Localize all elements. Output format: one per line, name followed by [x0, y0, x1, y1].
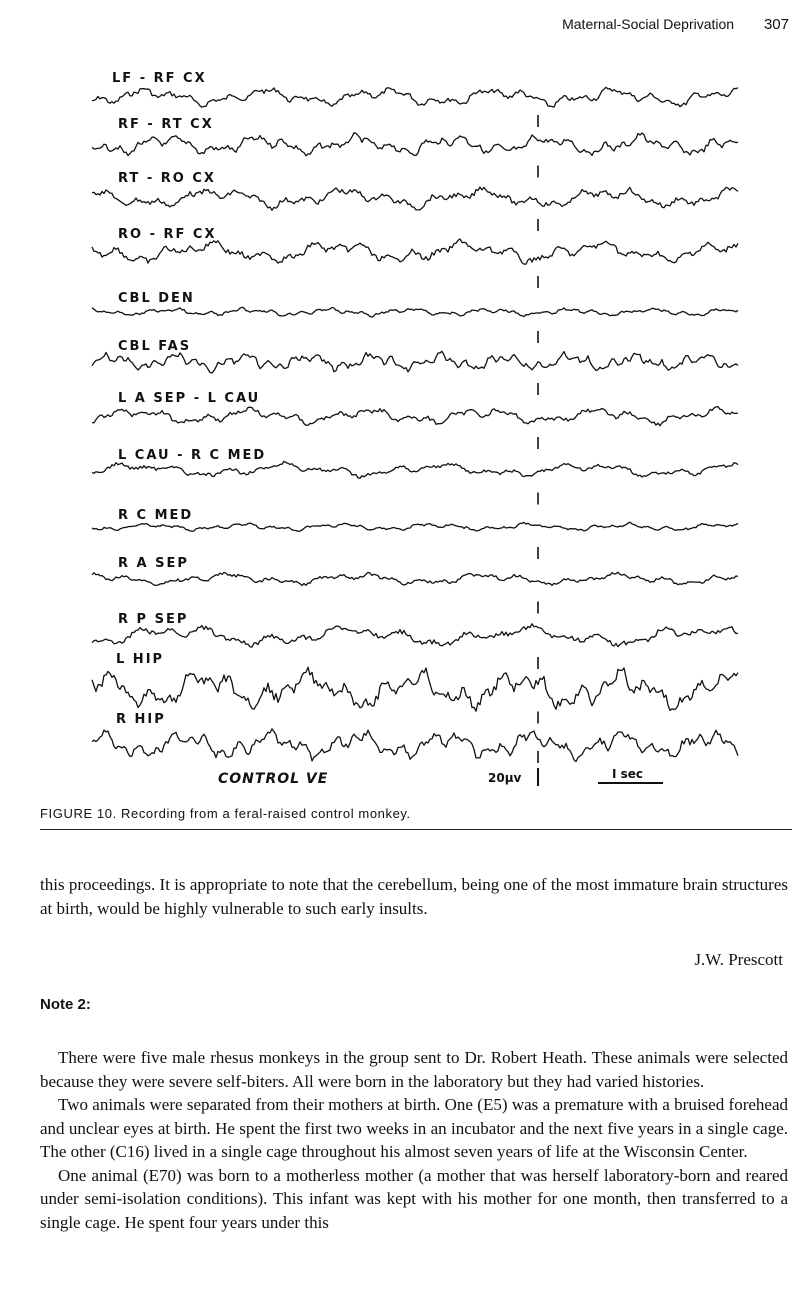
eeg-trace	[92, 351, 738, 373]
channel-label: R P SEP	[118, 612, 189, 627]
channel-label: L A SEP - L CAU	[118, 391, 261, 406]
channel-label: R A SEP	[118, 556, 189, 571]
eeg-trace	[92, 407, 738, 426]
running-title: Maternal-Social Deprivation	[562, 16, 735, 32]
eeg-trace	[92, 522, 738, 531]
channel-label: RO - RF CX	[118, 227, 217, 242]
eeg-trace	[92, 572, 738, 585]
channel-label: CBL DEN	[118, 291, 195, 306]
eeg-trace	[92, 729, 738, 762]
channel-label: R HIP	[116, 712, 166, 727]
eeg-trace	[92, 307, 738, 317]
paragraph: There were five male rhesus monkeys in the group sent to Dr. Robert Heath. These animals were selected because they were severe self-biters. All were born in the laboratory but they had varied histories.	[40, 1048, 788, 1091]
channel-label: L HIP	[116, 652, 165, 667]
paragraph: Two animals were separated from their mothers at birth. One (E5) was a premature with a bruised forehead and unclear eyes at birth. He spent the first two weeks in an incubator and the next five years in a single cage. The other (C16) lived in a single cage throughout his almost seven years of life at the Wisconsin Center.	[40, 1095, 788, 1161]
channel-label: CBL FAS	[118, 339, 192, 354]
signature: J.W. Prescott	[694, 950, 783, 969]
eeg-trace	[92, 239, 738, 264]
eeg-trace	[92, 87, 738, 107]
eeg-trace	[92, 133, 738, 156]
time-scale-label: I sec	[612, 767, 644, 781]
note-paragraphs	[40, 1046, 788, 1234]
note-heading: Note 2:	[40, 996, 91, 1013]
channel-label: RF - RT CX	[118, 117, 214, 132]
channel-label: RT - RO CX	[118, 171, 216, 186]
eeg-trace	[92, 187, 738, 210]
eeg-trace	[92, 667, 738, 711]
paragraph: this proceedings. It is appropriate to note that the cerebellum, being one of the most immature brain structures at birth, would be highly vulnerable to such early insults.	[40, 875, 788, 918]
channel-label: LF - RF CX	[112, 71, 207, 86]
eeg-traces	[92, 87, 738, 761]
eeg-trace	[92, 624, 738, 647]
continuation-paragraph	[40, 873, 788, 920]
eeg-trace	[92, 461, 738, 478]
channel-label: L CAU - R C MED	[118, 448, 267, 463]
figure-caption: FIGURE 10. Recording from a feral-raised control monkey.	[40, 806, 411, 821]
channel-labels	[112, 71, 266, 727]
condition-label: CONTROL VE	[218, 771, 329, 787]
caption-rule	[40, 829, 792, 830]
channel-label: R C MED	[118, 508, 194, 523]
amplitude-scale-label: 20μv	[488, 771, 522, 785]
page-number: 307	[763, 16, 789, 33]
paragraph: One animal (E70) was born to a motherless mother (a mother that was herself laboratory-born and reared under semi-isolation conditions). This infant was kept with his mother for one month, then transferred to a single cage. He spent four years under this	[40, 1165, 788, 1232]
